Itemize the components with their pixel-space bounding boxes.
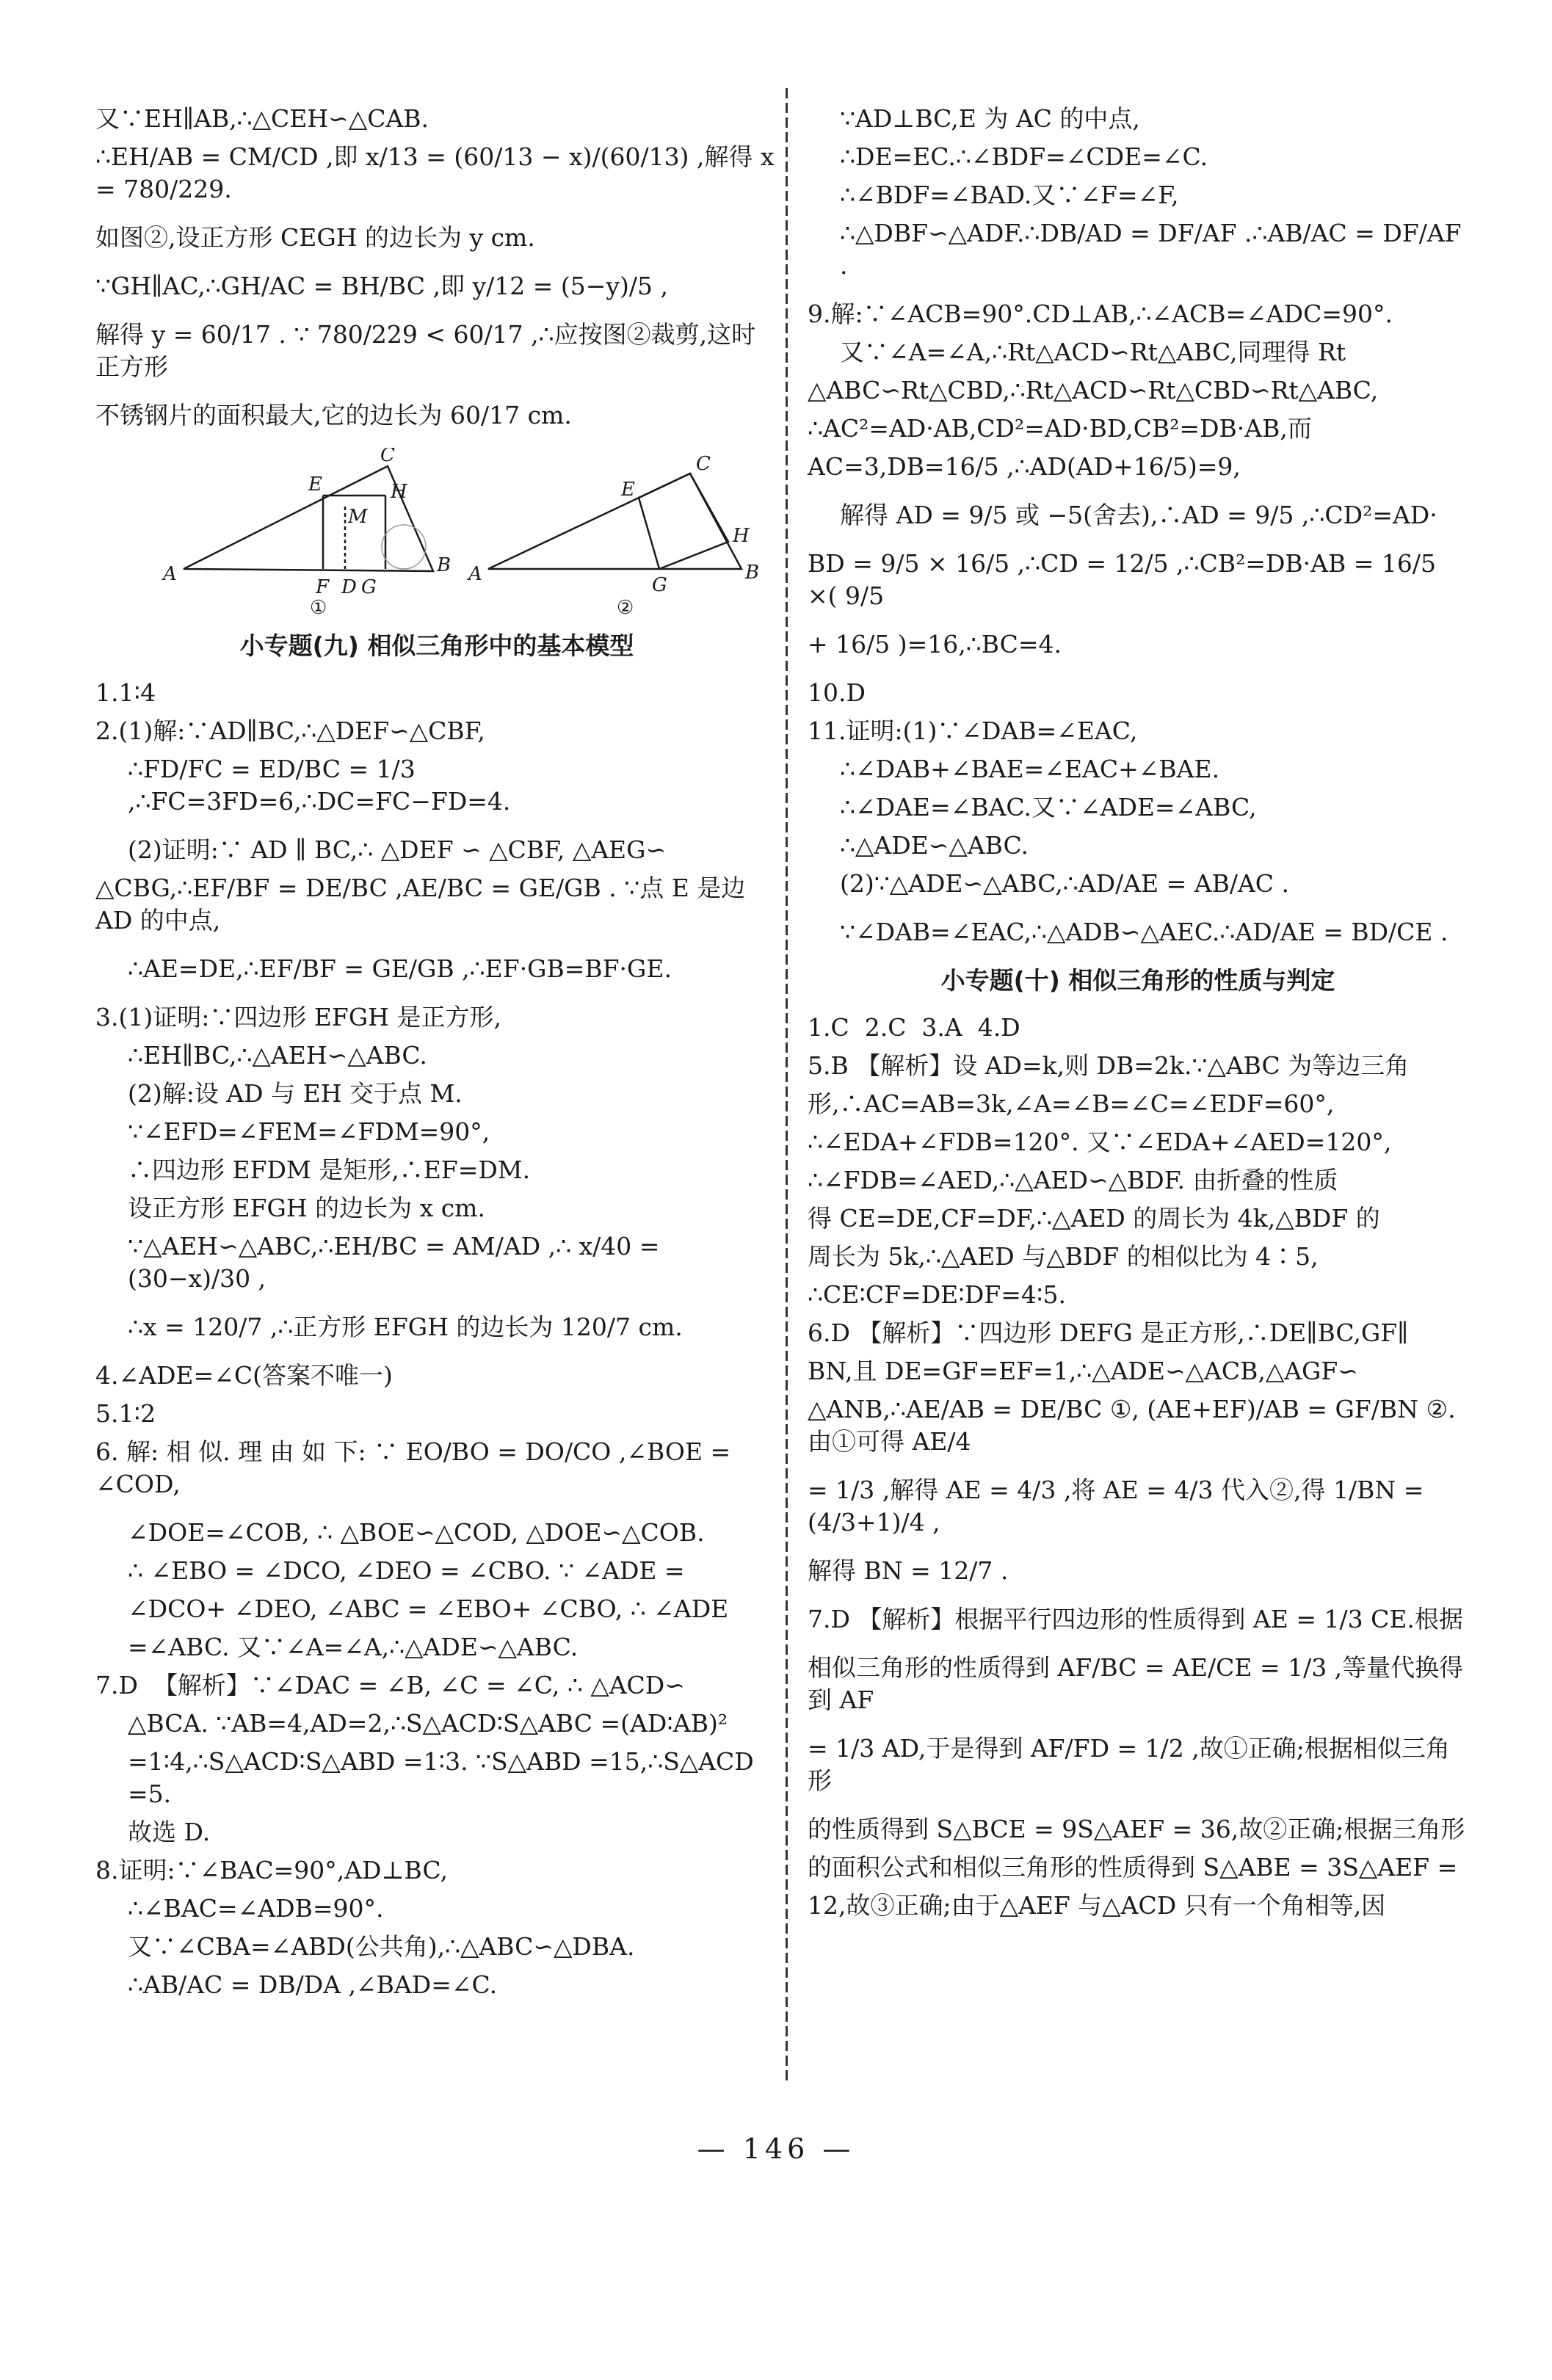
text-line: ∴△DBF∽△ADF.∴DB/AD = DF/AF .∴AB/AC = DF/AF . [840,219,1470,280]
text-line: (2)∵△ADE∽△ABC,∴AD/AE = AB/AC . [840,869,1289,898]
text-line: 解得 AD = 9/5 或 −5(舍去),∴AD = 9/5 ,∴CD²=AD· [840,501,1437,529]
answer-line: 故选 D. [128,1818,211,1846]
answer-line: (2)解:设 AD 与 EH 交于点 M. [128,1079,463,1108]
left-column [95,103,783,2017]
page-number: — 146 — [697,2133,855,2165]
fig1-caption: ① [310,597,327,617]
text-line: ∵GH∥AC,∴GH/AC = BH/BC ,即 y/12 = (5−y)/5 , [95,272,668,300]
fig2-label-b: B [745,562,760,584]
answer-line: ∴∠EDA+∠FDB=120°. 又∵∠EDA+∠AED=120°, [808,1128,1392,1156]
triangle-figures-svg [95,448,778,617]
answer-line: 5.1∶2 [95,1399,156,1428]
answer-line: 设正方形 EFGH 的边长为 x cm. [128,1194,485,1222]
fig1-label-h: H [391,481,407,503]
answer-line: ∴AE=DE,∴EF/BF = GE/GB ,∴EF·GB=BF·GE. [128,954,672,983]
fig1-label-b: B [437,554,452,576]
answer-line: 6.D 【解析】∵四边形 DEFG 是正方形,∴DE∥BC,GF∥ [808,1318,1409,1347]
answer-line: 6. 解: 相 似. 理 由 如 下: ∵ EO/BO = DO/CO ,∠BOE = ∠COD, [95,1437,739,1498]
answer-line: 又∵∠CBA=∠ABD(公共角),∴△ABC∽△DBA. [128,1932,635,1961]
fig1-label-m: M [348,506,368,528]
text-line: △ABC∽Rt△CBD,∴Rt△ACD∽Rt△CBD∽Rt△ABC, [808,376,1379,404]
answer-line: ∴EH∥BC,∴△AEH∽△ABC. [128,1041,427,1070]
answer-line: ∵∠EFD=∠FEM=∠FDM=90°, [128,1117,490,1146]
text-line: 如图②,设正方形 CEGH 的边长为 y cm. [95,223,535,252]
fig2-label-g: G [652,574,667,596]
text-line: 又∵∠A=∠A,∴Rt△ACD∽Rt△ABC,同理得 Rt [840,338,1346,366]
column-divider [786,88,788,2085]
section-title: 小专题(九) 相似三角形中的基本模型 [239,631,634,660]
figure-2 [488,474,741,569]
answer-line: ∴∠FDB=∠AED,∴△AED∽△BDF. 由折叠的性质 [808,1166,1338,1194]
text-line: 不锈钢片的面积最大,它的边长为 60/17 cm. [95,401,572,429]
answer-line: 8.证明:∵∠BAC=90°,AD⊥BC, [95,1856,448,1884]
text-line: ∴∠BDF=∠BAD.又∵∠F=∠F, [840,181,1179,209]
text-line: ∴△ADE∽△ABC. [840,831,1029,860]
answer-line: ∠DOE=∠COB, ∴ △BOE∽△COD, △DOE∽△COB. [128,1518,705,1547]
fig1-label-f: F [316,576,330,598]
answer-line: = 1/3 ,解得 AE = 4/3 ,将 AE = 4/3 代入②,得 1/BN = (4/3+1)/4 , [808,1476,1432,1537]
answer-line: 形,∴AC=AB=3k,∠A=∠B=∠C=∠EDF=60°, [808,1089,1335,1118]
answer-line: =∠ABC. 又∵∠A=∠A,∴△ADE∽△ABC. [128,1633,579,1661]
answer-line: ∴CE∶CF=DE∶DF=4∶5. [808,1280,1066,1309]
answer-line: ∵△AEH∽△ABC,∴EH/BC = AM/AD ,∴ x/40 = (30−x)/30 , [128,1232,667,1293]
text-line: ∴DE=EC.∴∠BDF=∠CDE=∠C. [840,142,1208,171]
text-line: ∴∠DAE=∠BAC.又∵∠ADE=∠ABC, [840,793,1257,821]
text-line: ∵AD⊥BC,E 为 AC 的中点, [840,104,1140,133]
answer-line: 得 CE=DE,CF=DF,∴△AED 的周长为 4k,△BDF 的 [808,1204,1380,1233]
answer-line: = 1/3 AD,于是得到 AF/FD = 1/2 ,故①正确;根据相似三角形 [808,1734,1450,1795]
fig1-label-g: G [361,576,377,598]
fig2-label-h: H [733,525,750,547]
fig1-label-c: C [380,448,395,466]
text-line: 解得 y = 60/17 . ∵ 780/229 < 60/17 ,∴应按图②裁剪,这时正方形 [95,320,756,381]
answer-line: ∴AB/AC = DB/DA ,∠BAD=∠C. [128,1970,498,1999]
fig2-label-e: E [621,479,635,501]
answer-line: 12,故③正确;由于△AEF 与△ACD 只有一个角相等,因 [808,1891,1386,1920]
answer-line: 2.(1)解:∵AD∥BC,∴△DEF∽△CBF, [95,716,485,745]
answer-line: 的性质得到 S△BCE = 9S△AEF = 36,故②正确;根据三角形 [808,1815,1465,1843]
answer-line: ∴∠BAC=∠ADB=90°. [128,1894,384,1923]
fig2-caption: ② [617,597,634,617]
answer-line: 7.D 【解析】∵∠DAC = ∠B, ∠C = ∠C, ∴ △ACD∽ [95,1671,685,1699]
text-line: 10.D [808,678,866,707]
text-line: BD = 9/5 × 16/5 ,∴CD = 12/5 ,∴CB²=DB·AB = 16/5 ×( 9/5 [808,549,1444,610]
fig1-label-a: A [163,563,177,585]
answer-line: △BCA. ∵AB=4,AD=2,∴S△ACD∶S△ABC =(AD∶AB)² [128,1709,728,1738]
fig2-label-a: A [468,563,482,585]
answer-line: △CBG,∴EF/BF = DE/BC ,AE/BC = GE/GB . ∵点 E 是边 AD 的中点, [95,874,753,935]
answer-line: ∴x = 120/7 ,∴正方形 EFGH 的边长为 120/7 cm. [128,1313,683,1341]
geometry-figures [95,448,778,617]
answer-line: 1.1∶4 [95,678,156,707]
text-line: + 16/5 )=16,∴BC=4. [808,630,1062,659]
answer-line: 1.C 2.C 3.A 4.D [808,1013,1020,1042]
text-line: ∴EH/AB = CM/CD ,即 x/13 = (60/13 − x)/(60/13) ,解得 x = 780/229. [95,142,783,203]
answer-line: 相似三角形的性质得到 AF/BC = AE/CE = 1/3 ,等量代换得到 AF [808,1653,1464,1714]
answer-line: 4.∠ADE=∠C(答案不唯一) [95,1361,393,1390]
fig2-label-c: C [696,453,711,475]
text-line: 9.解:∵∠ACB=90°.CD⊥AB,∴∠ACB=∠ADC=90°. [808,300,1393,328]
answer-line: 周长为 5k,∴△AED 与△BDF 的相似比为 4∶5, [808,1242,1319,1271]
text-line: ∴∠DAB+∠BAE=∠EAC+∠BAE. [840,755,1220,783]
answer-line: (2)证明:∵ AD ∥ BC,∴ △DEF ∽ △CBF, △AEG∽ [128,835,667,864]
text-line: 又∵EH∥AB,∴△CEH∽△CAB. [95,104,429,133]
fig1-label-d: D [341,576,357,598]
answer-line: ∴FD/FC = ED/BC = 1/3 ,∴FC=3FD=6,∴DC=FC−FD=4. [128,755,511,816]
answer-line: ∠DCO+ ∠DEO, ∠ABC = ∠EBO+ ∠CBO, ∴ ∠ADE [128,1594,729,1623]
text-line: 11.证明:(1)∵∠DAB=∠EAC, [808,716,1138,745]
text-line: AC=3,DB=16/5 ,∴AD(AD+16/5)=9, [808,452,1241,481]
answer-line: 的面积公式和相似三角形的性质得到 S△ABE = 3S△AEF = [808,1853,1458,1882]
answer-line: 7.D 【解析】根据平行四边形的性质得到 AE = 1/3 CE.根据 [808,1605,1463,1633]
right-column [808,103,1468,1928]
section-title: 小专题(十) 相似三角形的性质与判定 [940,966,1335,995]
fig1-label-e: E [308,474,322,496]
answer-line: 解得 BN = 12/7 . [808,1556,1009,1585]
answer-line: ∴ ∠EBO = ∠DCO, ∠DEO = ∠CBO. ∵ ∠ADE = [128,1556,685,1585]
answer-line: =1∶4,∴S△ACD∶S△ABD =1∶3. ∵S△ABD =15,∴S△ACD =5. [128,1747,762,1808]
text-line: ∴AC²=AD·AB,CD²=AD·BD,CB²=DB·AB,而 [808,414,1312,443]
answer-line: ∴四边形 EFDM 是矩形,∴EF=DM. [128,1155,531,1184]
answer-line: △ANB,∴AE/AB = DE/BC ①, (AE+EF)/AB = GF/BN ②. 由①可得 AE/4 [808,1395,1464,1456]
answer-line: 5.B 【解析】设 AD=k,则 DB=2k.∵△ABC 为等边三角 [808,1051,1410,1080]
text-line: ∵∠DAB=∠EAC,∴△ADB∽△AEC.∴AD/AE = BD/CE . [840,918,1448,946]
answer-line: BN,且 DE=GF=EF=1,∴△ADE∽△ACB,△AGF∽ [808,1357,1358,1385]
answer-line: 3.(1)证明:∵四边形 EFGH 是正方形, [95,1003,501,1031]
